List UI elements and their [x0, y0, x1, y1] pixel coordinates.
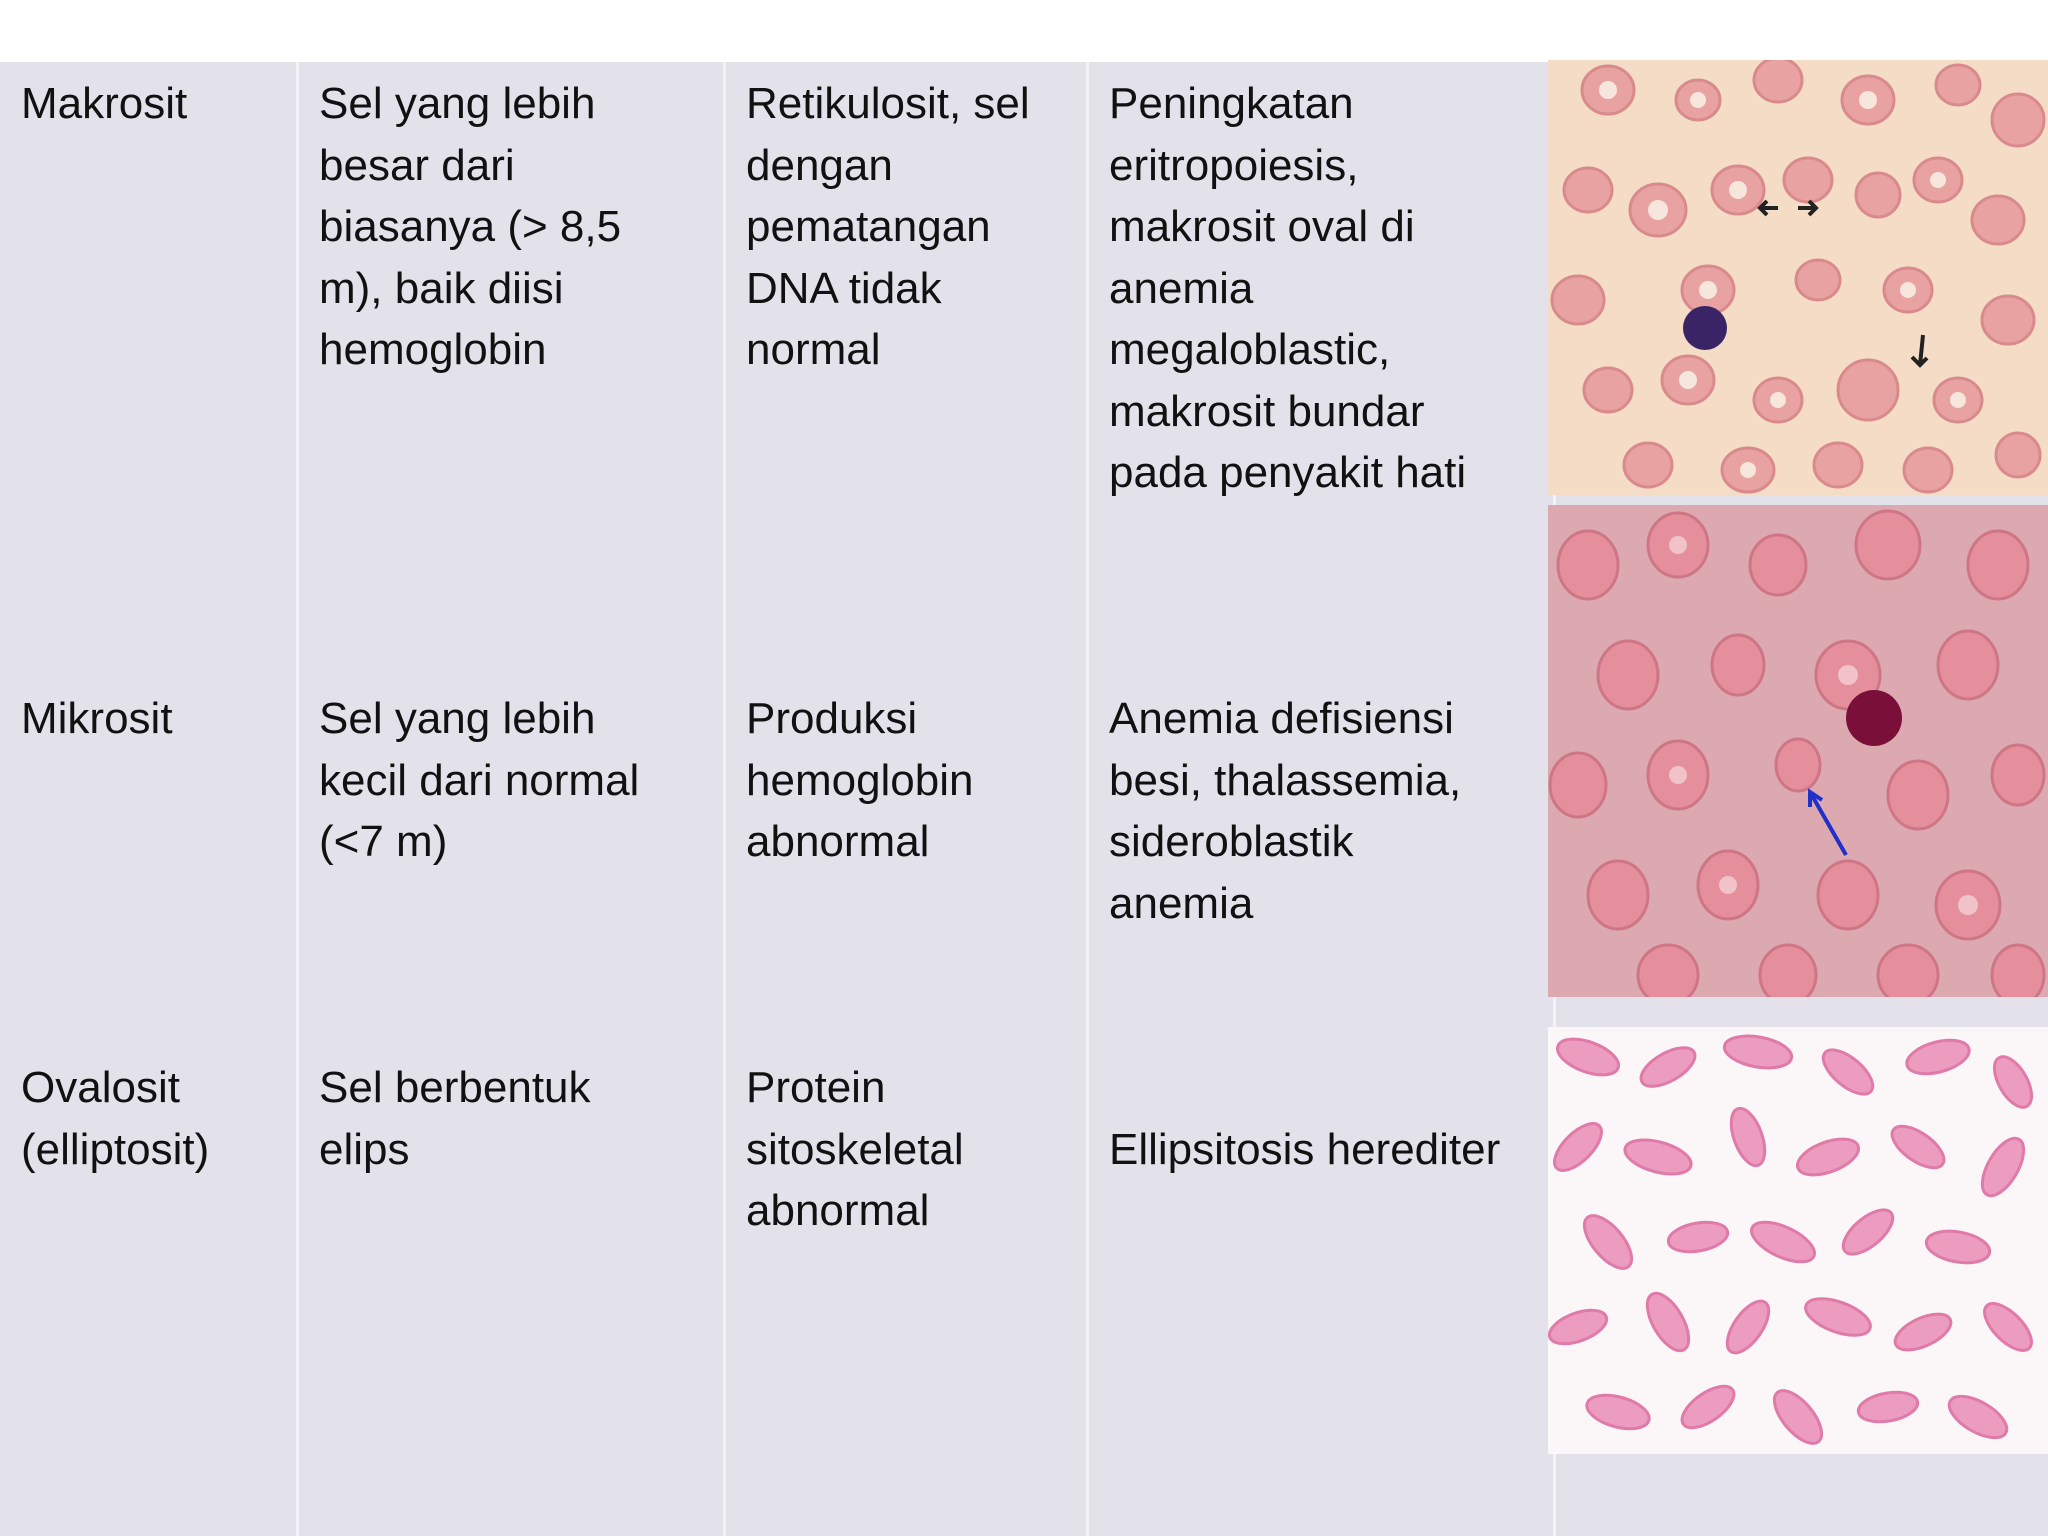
row-ovalosit-conditions: Ellipsitosis herediter [1109, 1125, 1501, 1174]
microcyte-smear-image [1548, 505, 2048, 997]
row-ovalosit-description: Sel berbentuk elips [319, 1063, 591, 1174]
column-divider [1086, 62, 1089, 1536]
macrocyte-smear-image [1548, 60, 2048, 495]
row-makrosit-description: Sel yang lebih besar dari biasanya (> 8,5 m), baik diisi hemoglobin [319, 79, 622, 374]
column-divider [723, 62, 726, 1536]
row-mikrosit-cause: Produksi hemoglobin abnormal [746, 694, 974, 866]
column-divider [296, 62, 299, 1536]
row-makrosit-conditions: Peningkatan eritropoiesis, makrosit oval di anemia megaloblastic, makrosit bundar pada penyakit hati [1109, 79, 1467, 497]
row-mikrosit-conditions: Anemia defisiensi besi, thalassemia, sideroblastik anemia [1109, 694, 1462, 928]
row-makrosit-name: Makrosit [21, 79, 188, 128]
row-makrosit-cause: Retikulosit, sel dengan pematangan DNA tidak normal [746, 79, 1030, 374]
row-mikrosit-description: Sel yang lebih kecil dari normal (<7 m) [319, 694, 640, 866]
row-ovalosit-cause: Protein sitoskeletal abnormal [746, 1063, 964, 1235]
elliptocyte-smear-image [1548, 1027, 2048, 1454]
row-mikrosit-name: Mikrosit [21, 694, 173, 743]
row-ovalosit-name: Ovalosit (elliptosit) [21, 1063, 210, 1174]
